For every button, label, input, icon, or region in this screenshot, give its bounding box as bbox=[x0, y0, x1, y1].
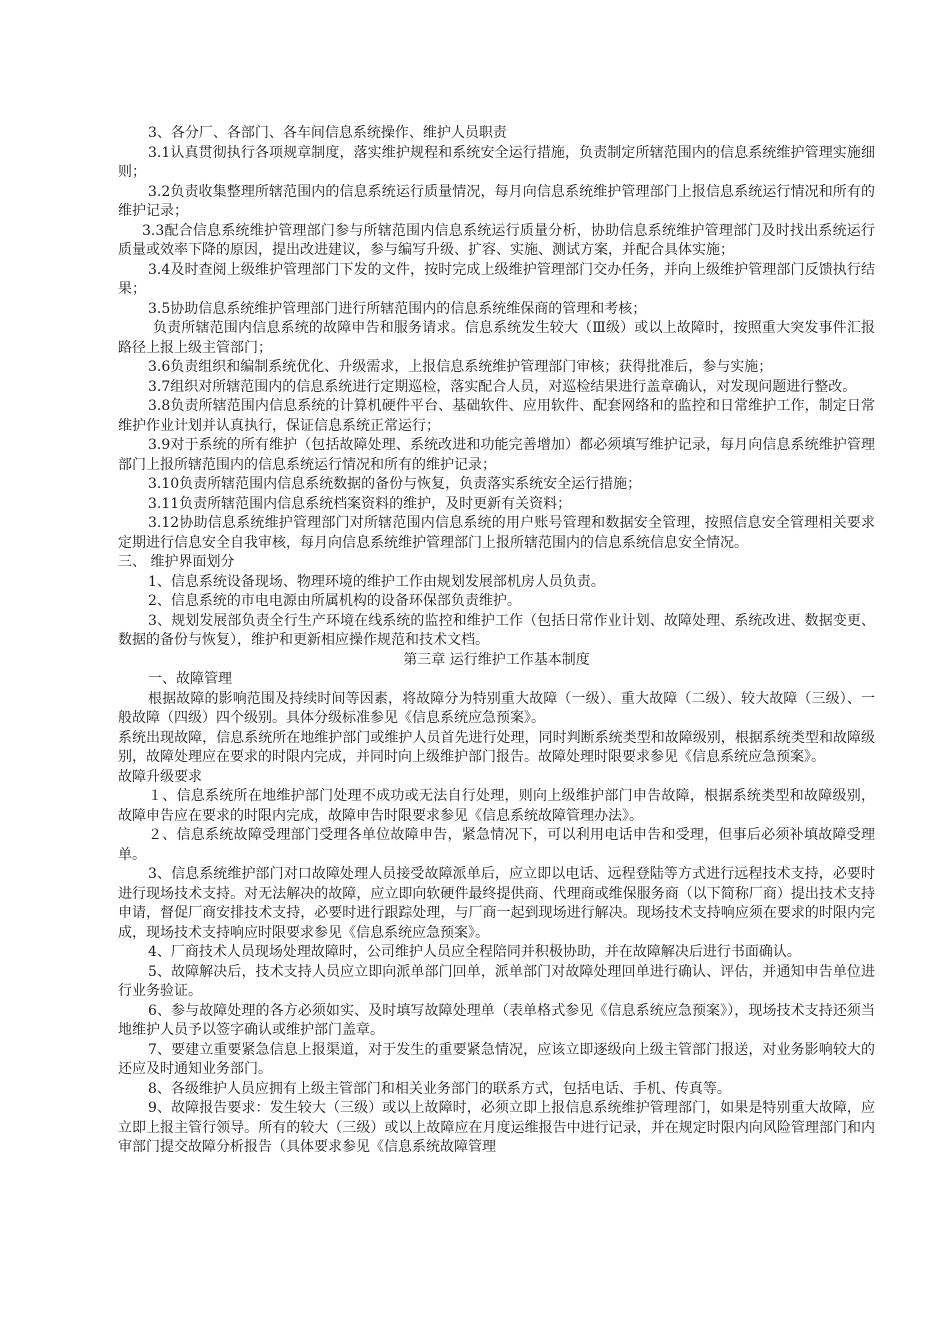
upgrade-item-2: ２、信息系统故障受理部门受理各单位故障申告，紧急情况下，可以利用电话申告和受理，但事后必须补填故障受理单。 bbox=[118, 827, 875, 863]
fault-management-heading: 一、故障管理 bbox=[148, 671, 232, 687]
fault-upgrade-heading: 故障升级要求 bbox=[118, 768, 202, 785]
fault-paragraph-1: 根据故障的影响范围及持续时间等因素，将故障分为特别重大故障（一级）、重大故障（二级）、较大故障（三级）、一般故障（四级）四个级别。具体分级标准参见《信息系统应急预案》。 bbox=[118, 690, 875, 726]
chapter-title: 第三章 运行维护工作基本制度 bbox=[403, 651, 590, 668]
upgrade-item-6: 6、参与故障处理的各方必须如实、及时填写故障处理单（表单格式参见《信息系统应急预案》），现场技术支持还须当地维护人员予以签字确认或维护部门盖章。 bbox=[118, 1002, 875, 1038]
paragraph-3-4: 3.4及时查阅上级维护管理部门下发的文件，按时完成上级维护管理部门交办任务，并向上级维护管理部门反馈执行结果； bbox=[118, 261, 875, 297]
section-3-heading: 3、各分厂、各部门、各车间信息系统操作、维护人员职责 bbox=[148, 125, 507, 141]
fault-paragraph-2: 系统出现故障，信息系统所在地维护部门或维护人员首先进行处理，同时判断系统类型和故障级别，根据系统类型和故障级别，故障处理应在要求的时限内完成，并同时向上级维护部门报告。故障处理时限要求参见《信息系统应急预案》。 bbox=[118, 729, 875, 765]
section-interface-heading: 三、 维护界面划分 bbox=[118, 554, 235, 570]
interface-item-3: 3、规划发展部负责全行生产环境在线系统的监控和维护工作（包括日常作业计划、故障处理、系统改进、数据变更、数据的备份与恢复），维护和更新相应操作规范和技术文档。 bbox=[118, 612, 875, 648]
paragraph-3-12: 3.12协助信息系统维护管理部门对所辖范围内信息系统的用户账号管理和数据安全管理，按照信息安全管理相关要求定期进行信息安全自我审核，每月向信息系统维护管理部门上报所辖范围内的信息系统信息安全情况。 bbox=[118, 515, 875, 551]
paragraph-3-10: 3.10负责所辖范围内信息系统数据的备份与恢复，负责落实系统安全运行措施； bbox=[148, 476, 642, 492]
paragraph-3-7: 3.7组织对所辖范围内的信息系统进行定期巡检，落实配合人员，对巡检结果进行盖章确认，对发现问题进行整改。 bbox=[148, 378, 857, 395]
paragraph-3-5: 3.5协助信息系统维护管理部门进行所辖范围内的信息系统维保商的管理和考核； bbox=[148, 300, 647, 317]
interface-item-2: 2、信息系统的市电电源由所属机构的设备环保部负责维护。 bbox=[148, 593, 521, 609]
upgrade-item-3: 3、信息系统维护部门对口故障处理人员接受故障派单后，应立即以电话、远程登陆等方式进行远程技术支持，必要时进行现场技术支持。对无法解决的故障，应立即向软硬件最终提供商、代理商或维保服务商（以下简称厂商）提出技术支持申请，督促厂商安排技术支持，必要时进行跟踪处理，与厂商一起到现场进行解决。现场技术支持响应须在要求的时限内完成，现场技术支持响应时限要求参见《信息系统应急预案》。 bbox=[118, 866, 875, 941]
paragraph-3-1: 3.1认真贯彻执行各项规章制度，落实维护规程和系统安全运行措施，负责制定所辖范围内的信息系统维护管理实施细则； bbox=[118, 144, 875, 180]
paragraph-3-6: 3.6负责组织和编制系统优化、升级需求，上报信息系统维护管理部门审核；获得批准后，参与实施； bbox=[148, 359, 773, 375]
upgrade-item-4: 4、厂商技术人员现场处理故障时，公司维护人员应全程陪同并积极协助，并在故障解决后进行书面确认。 bbox=[148, 944, 801, 960]
paragraph-3-9: 3.9对于系统的所有维护（包括故障处理、系统改进和功能完善增加）都必须填写维护记录，每月向信息系统维护管理部门上报所辖范围内的信息系统运行情况和所有的维护记录； bbox=[118, 437, 875, 473]
upgrade-item-7: 7、要建立重要紧急信息上报渠道，对于发生的重要紧急情况，应该立即逐级向上级主管部门报送，对业务影响较大的还应及时通知业务部门。 bbox=[118, 1041, 875, 1077]
paragraph-3-8: 3.8负责所辖范围内信息系统的计算机硬件平台、基础软件、应用软件、配套网络和的监控和日常维护工作，制定日常维护作业计划并认真执行，保证信息系统正常运行； bbox=[118, 398, 875, 434]
paragraph-3-5-fault-report: 负责所辖范围内信息系统的故障申告和服务请求。信息系统发生较大（Ⅲ级）或以上故障时，按照重大突发事件汇报路径上报上级主管部门； bbox=[118, 320, 875, 356]
paragraph-3-2: 3.2负责收集整理所辖范围内的信息系统运行质量情况，每月向信息系统维护管理部门上报信息系统运行情况和所有的维护记录； bbox=[118, 183, 875, 219]
upgrade-item-1: １、信息系统所在地维护部门处理不成功或无法自行处理，则向上级维护部门申告故障，根据系统类型和故障级别，故障申告应在要求的时限内完成，故障申告时限要求参见《信息系统故障管理办法》。 bbox=[118, 788, 875, 824]
upgrade-item-5: 5、故障解决后，技术支持人员应立即向派单部门回单，派单部门对故障处理回单进行确认、评估，并通知申告单位进行业务验证。 bbox=[118, 963, 875, 999]
interface-item-1: 1、信息系统设备现场、物理环境的维护工作由规划发展部机房人员负责。 bbox=[148, 573, 605, 590]
upgrade-item-8: 8、各级维护人员应拥有上级主管部门和相关业务部门的联系方式，包括电话、手机、传真等。 bbox=[148, 1080, 731, 1097]
upgrade-item-9: 9、故障报告要求：发生较大（三级）或以上故障时，必须立即上报信息系统维护管理部门，如果是特别重大故障，应立即上报主管行领导。所有的较大（三级）或以上故障应在月度运维报告中进行记录，并在规定时限内向风险管理部门和内审部门提交故障分析报告（具体要求参见《信息系统故障管理 bbox=[118, 1100, 875, 1155]
paragraph-3-3: 3.3配合信息系统维护管理部门参与所辖范围内信息系统运行质量分析，协助信息系统维护管理部门及时找出系统运行质量或效率下降的原因，提出改进建议，参与编写升级、扩容、实施、测试方案，并配合具体实施； bbox=[118, 222, 875, 258]
document-page bbox=[118, 124, 875, 1158]
paragraph-3-11: 3.11负责所辖范围内信息系统档案资料的维护，及时更新有关资料； bbox=[148, 495, 572, 512]
